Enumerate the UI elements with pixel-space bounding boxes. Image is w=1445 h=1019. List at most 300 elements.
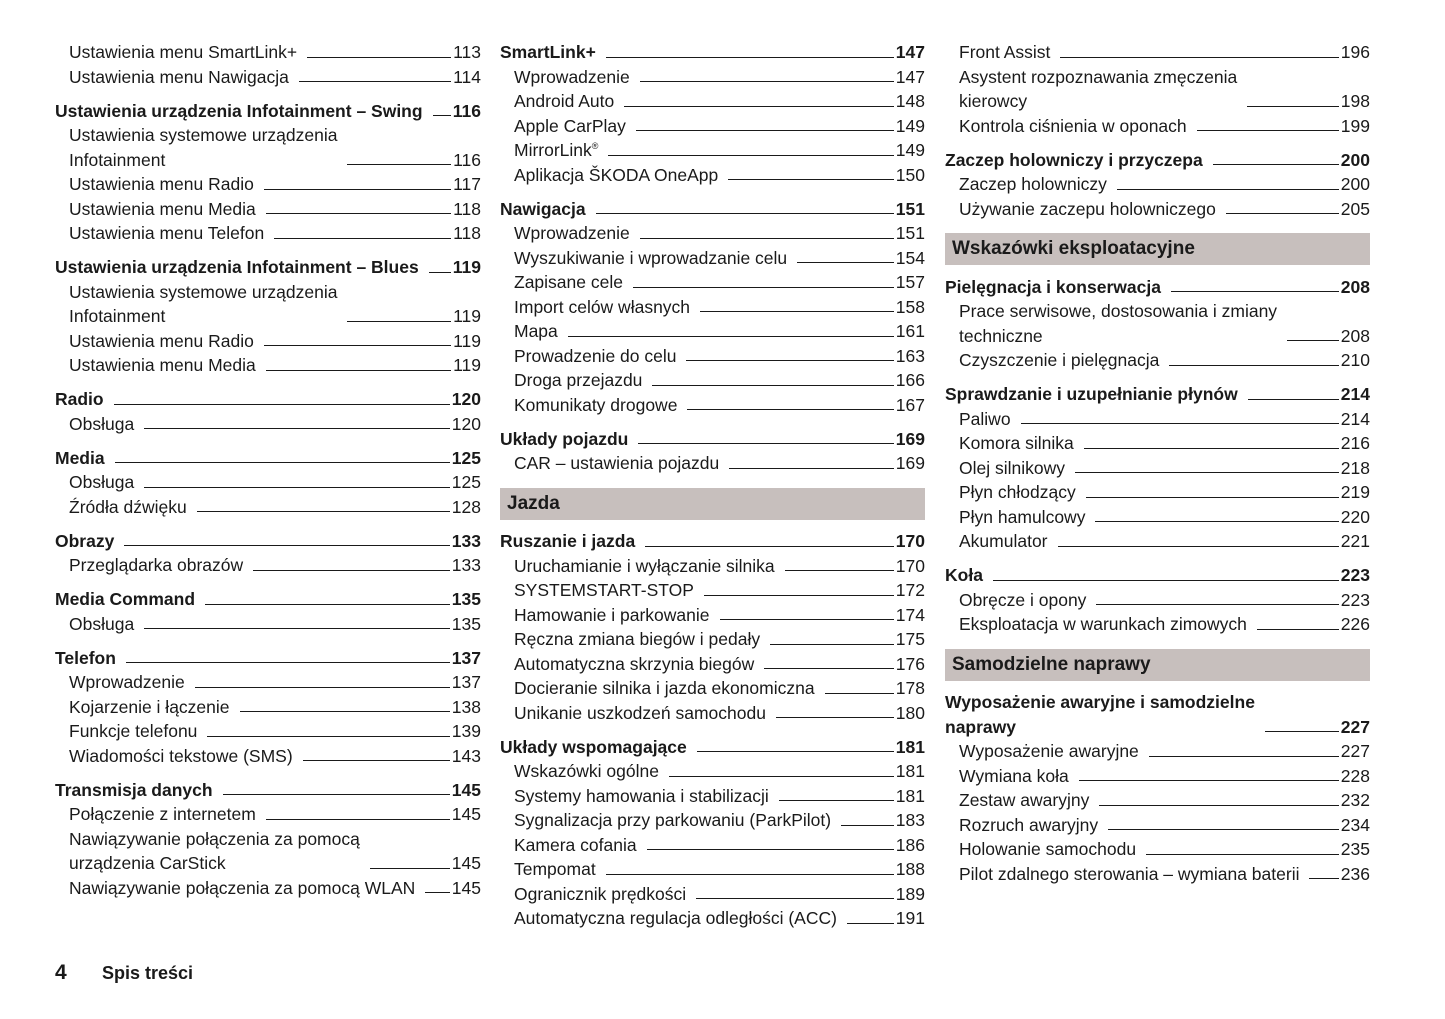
toc-entry-title [55,646,116,671]
toc-page-number: 226 [1340,614,1370,634]
toc-page-number: 218 [1340,457,1370,478]
toc-page-number: 154 [895,247,925,268]
toc-page-number: 174 [895,604,925,625]
toc-page-number: 161 [895,321,925,341]
toc-entry[interactable] [945,40,1370,65]
toc-entry[interactable] [500,808,925,833]
toc-entry-title [55,529,114,554]
toc-entry-title-text: Ustawienia menu Radio [69,174,254,194]
toc-entry[interactable] [55,221,481,246]
toc-page-number: 158 [895,296,925,317]
toc-entry[interactable] [55,719,481,744]
toc-entry-title-text: Uruchamianie i wyłączanie silnika [514,555,775,576]
toc-entry[interactable] [945,505,1370,530]
toc-chapter-entry[interactable] [500,735,925,760]
toc-entry-title-text: Przeglądarka obrazów [69,555,244,575]
toc-page-number: 216 [1340,433,1370,453]
dot-leader [266,819,450,820]
dot-leader [624,106,894,107]
toc-entry-title-text: Nawiązywanie połączenia za pomocą WLAN [69,877,416,898]
toc-entry-title [69,40,297,65]
toc-page-number: 181 [895,785,925,806]
toc-entry[interactable] [945,588,1370,613]
dot-leader [1287,340,1339,341]
dot-leader [1060,57,1338,58]
toc-entry-title-text: Płyn hamulcowy [959,506,1086,527]
toc-page-number: 181 [895,761,925,781]
toc-page-number: 219 [1340,482,1370,502]
dot-leader [425,892,450,893]
dot-leader [1108,829,1339,830]
toc-page-number: 114 [453,66,481,87]
toc-page-number: 180 [895,702,925,723]
toc-entry-title [945,563,983,588]
toc-entry[interactable] [55,123,481,172]
toc-entry-title [69,553,243,578]
toc-chapter-entry[interactable] [55,529,481,554]
toc-entry-title-text: Eksploatacja w warunkach zimowych [959,614,1247,634]
toc-page-number: 199 [1340,115,1370,136]
toc-entry-title [959,456,1065,481]
dot-leader [704,595,894,596]
toc-page-number: 147 [895,42,925,62]
dot-leader [1075,472,1339,473]
dot-leader [1226,213,1339,214]
dot-leader [764,668,894,669]
toc-page-number: 133 [451,555,481,575]
dot-leader [770,644,894,645]
dot-leader [608,155,893,156]
toc-entry[interactable] [945,407,1370,432]
toc-page-number: 145 [451,853,481,873]
toc-entry[interactable] [945,837,1370,862]
toc-entry-title-text: Droga przejazdu [514,370,643,390]
toc-entry-title-text: Koła [945,565,983,585]
toc-entry[interactable] [55,353,481,378]
toc-entry[interactable] [500,857,925,882]
toc-entry-title [55,387,104,412]
toc-entry-title [945,382,1238,407]
toc-entry-title [514,393,677,418]
dot-leader [144,428,450,429]
toc-entry[interactable] [500,578,925,603]
toc-entry[interactable] [500,319,925,344]
toc-entry-title [514,554,775,579]
toc-chapter-entry[interactable] [55,255,481,280]
toc-page-number: 133 [451,530,481,551]
toc-entry-title [69,172,254,197]
toc-entry-title [514,882,686,907]
toc-entry-title-text: Układy pojazdu [500,428,629,449]
toc-page-number: 147 [895,66,925,87]
dot-leader [1079,780,1339,781]
toc-entry-title-text: Radio [55,389,104,409]
toc-page-number: 118 [453,198,481,219]
toc-entry-title [959,172,1107,197]
toc-page-number: 120 [451,413,481,434]
toc-chapter-entry[interactable] [55,99,481,124]
dot-leader [1099,805,1338,806]
toc-page-number: 221 [1340,531,1370,551]
toc-entry-title-text: Komunikaty drogowe [514,394,678,415]
toc-entry-title [514,857,596,882]
toc-entry-title-text: Kamera cofania [514,834,637,855]
toc-page-number: 119 [453,306,481,326]
toc-entry[interactable] [945,431,1370,456]
toc-entry-title [959,612,1247,637]
toc-entry-title-text: Wiadomości tekstowe (SMS) [69,745,293,766]
dot-leader [638,443,893,444]
dot-leader [825,693,894,694]
toc-entry-title [514,578,694,603]
dot-leader [606,57,894,58]
toc-page-number: 178 [895,678,925,698]
toc-entry[interactable] [500,368,925,393]
toc-entry-title-text: Połączenie z internetem [69,804,256,824]
dot-leader [264,189,451,190]
toc-entry-title [959,862,1299,887]
toc-entry-title-text: Wskazówki ogólne [514,761,659,781]
dot-leader [197,511,450,512]
toc-entry-title [959,529,1048,554]
toc-entry[interactable] [55,412,481,437]
toc-page-number: 235 [1340,839,1370,859]
toc-page-number: 220 [1340,506,1370,527]
toc-chapter-entry[interactable] [55,387,481,412]
toc-page-number: 119 [453,330,481,351]
dot-leader [303,760,450,761]
toc-entry-title [514,451,719,476]
toc-page-number: 191 [895,908,925,928]
toc-entry[interactable] [55,744,481,769]
toc-entry[interactable] [55,65,481,90]
toc-entry-title-text: Czyszczenie i pielęgnacja [959,350,1160,370]
dot-leader [697,751,894,752]
toc-chapter-entry[interactable] [945,563,1370,588]
toc-page-number: 145 [451,779,481,800]
toc-entry-title-text: Ruszanie i jazda [500,531,636,551]
toc-entry[interactable] [945,172,1370,197]
toc-entry-title-text: Holowanie samochodu [959,839,1137,859]
toc-entry[interactable] [500,627,925,652]
toc-page-number: 143 [451,745,481,766]
toc-entry-title-text: CAR – ustawienia pojazdu [514,453,720,473]
toc-entry-title [69,612,134,637]
toc-entry-title [514,652,754,677]
dot-leader [1058,546,1339,547]
toc-entry-title-text: Obsługa [69,613,135,634]
toc-entry[interactable] [55,553,481,578]
dot-leader [1213,164,1339,165]
dot-leader [1084,448,1339,449]
dot-leader [728,179,894,180]
toc-entry-title-text: Układy wspomagające [500,736,687,757]
toc-entry-title-text: SYSTEMSTART-STOP [514,580,694,600]
toc-chapter-entry[interactable] [945,690,1370,739]
toc-entry[interactable] [500,676,925,701]
toc-entry[interactable] [500,393,925,418]
toc-entry-title-text: Media [55,447,105,468]
toc-page-number: 236 [1340,863,1370,884]
dot-leader [429,272,451,273]
dot-leader [993,580,1339,581]
toc-entry[interactable] [55,876,481,901]
toc-entry[interactable] [55,329,481,354]
toc-page-number: 139 [451,721,481,741]
toc-entry[interactable] [945,299,1370,348]
toc-entry[interactable] [500,882,925,907]
dot-leader [1117,189,1339,190]
toc-entry-title [959,505,1085,530]
section-header: Jazda [500,488,925,520]
dot-leader [126,662,450,663]
toc-entry[interactable] [500,163,925,188]
toc-page-number: 200 [1340,174,1370,194]
toc-entry-title [55,446,105,471]
toc-entry[interactable] [945,348,1370,373]
toc-entry[interactable] [500,759,925,784]
toc-entry-title [514,89,614,114]
toc-entry-title-text: Automatyczna regulacja odległości (ACC) [514,908,837,928]
toc-entry-title-text: Prace serwisowe, dostosowania i zmiany techniczne [959,301,1278,346]
toc-entry-title [959,40,1050,65]
dot-leader [647,849,894,850]
toc-entry-title-text: Kontrola ciśnienia w oponach [959,115,1187,136]
dot-leader [1257,629,1339,630]
toc-chapter-entry[interactable] [55,646,481,671]
toc-entry-title-text: Ustawienia menu Media [69,355,256,375]
toc-page-number: 166 [895,370,925,390]
toc-page-number: 169 [895,453,925,473]
toc-entry-title [959,588,1086,613]
dot-leader [1086,497,1339,498]
dot-leader [652,385,893,386]
toc-entry[interactable] [945,764,1370,789]
registered-mark: ® [591,141,599,152]
toc-column-right [945,40,1370,886]
toc-entry-title [69,802,256,827]
toc-entry-title [500,197,586,222]
toc-page-number: 125 [451,472,481,492]
toc-entry[interactable] [945,197,1370,222]
toc-page-number: 117 [453,174,481,194]
dot-leader [240,711,450,712]
toc-entry[interactable] [500,701,925,726]
toc-entry-title [959,114,1187,139]
toc-entry-title [69,412,134,437]
toc-chapter-entry[interactable] [500,529,925,554]
toc-entry-title-text: Zapisane cele [514,272,623,292]
toc-entry[interactable] [500,906,925,931]
toc-page-number: 214 [1340,408,1370,429]
toc-entry[interactable] [500,784,925,809]
toc-page-number: 151 [895,198,925,219]
toc-entry-title [69,353,256,378]
toc-chapter-entry[interactable] [945,275,1370,300]
toc-entry[interactable] [55,612,481,637]
toc-entry[interactable] [55,670,481,695]
dot-leader [779,800,894,801]
toc-entry[interactable] [500,295,925,320]
toc-chapter-entry[interactable] [55,446,481,471]
toc-entry-title-text: Android Auto [514,91,615,111]
toc-entry[interactable] [500,114,925,139]
toc-entry[interactable] [55,495,481,520]
toc-page-number: 167 [895,394,925,415]
toc-entry-title-text: Nawiązywanie połączenia za pomocą urządzenia CarStick [69,828,360,873]
toc-entry[interactable] [500,833,925,858]
toc-entry-title [514,808,831,833]
toc-entry-title [514,319,558,344]
toc-page-number: 119 [453,355,481,375]
toc-entry-title [69,221,264,246]
toc-entry-title-text: Ustawienia menu Media [69,198,256,219]
toc-entry[interactable] [945,862,1370,887]
toc-entry[interactable] [945,529,1370,554]
toc-entry-title [514,368,642,393]
toc-entry-title [959,739,1139,764]
toc-page-number: 137 [451,647,481,668]
toc-entry-title [55,255,419,280]
dot-leader [785,570,894,571]
dot-leader [266,213,451,214]
toc-entry[interactable] [500,138,925,163]
dot-leader [1146,854,1339,855]
toc-entry[interactable] [55,280,481,329]
toc-entry[interactable] [945,456,1370,481]
toc-chapter-entry[interactable] [55,587,481,612]
dot-leader [633,287,894,288]
toc-entry[interactable] [55,172,481,197]
toc-page-number: 170 [895,555,925,576]
toc-entry[interactable] [500,89,925,114]
toc-chapter-entry[interactable] [500,427,925,452]
toc-page-number: 234 [1340,814,1370,835]
toc-page-number: 223 [1340,589,1370,610]
dot-leader [223,794,450,795]
toc-entry-title-text: Ustawienia menu Telefon [69,223,265,243]
toc-chapter-entry[interactable] [500,197,925,222]
toc-entry[interactable] [55,197,481,222]
toc-entry-title [514,344,676,369]
toc-entry[interactable] [55,40,481,65]
toc-entry[interactable] [500,451,925,476]
toc-entry-title-text: Olej silnikowy [959,457,1065,478]
toc-entry-title [959,299,1277,348]
toc-entry-title [69,744,293,769]
toc-entry-title-text: Apple CarPlay [514,115,626,136]
toc-entry-title-text: Ustawienia menu Radio [69,330,254,351]
toc-entry-title-text: Mapa [514,321,558,341]
dot-leader [636,130,894,131]
toc-entry-title-text: Obręcze i opony [959,589,1087,610]
dot-leader [144,628,450,629]
toc-entry[interactable] [500,270,925,295]
dot-leader [720,619,894,620]
toc-entry[interactable] [55,802,481,827]
toc-chapter-entry[interactable] [500,40,925,65]
toc-entry-title-text: Źródła dźwięku [69,496,187,517]
toc-entry[interactable] [945,612,1370,637]
toc-entry-title-text: Pielęgnacja i konserwacja [945,276,1161,297]
toc-entry-title-text: Docieranie silnika i jazda ekonomiczna [514,678,815,698]
toc-entry[interactable] [500,652,925,677]
toc-entry-title [500,735,687,760]
dot-leader [1149,756,1339,757]
toc-entry[interactable] [500,603,925,628]
section-header: Samodzielne naprawy [945,649,1370,681]
toc-entry[interactable] [945,65,1370,114]
toc-entry-title [959,788,1089,813]
toc-chapter-entry[interactable] [55,778,481,803]
toc-page-number: 200 [1340,149,1370,170]
toc-entry-title [514,701,766,726]
toc-page-number: 163 [895,345,925,366]
dot-leader [1309,878,1338,879]
toc-entry[interactable] [500,554,925,579]
toc-page-number: 175 [895,629,925,649]
toc-entry[interactable] [500,221,925,246]
toc-entry-title [514,759,659,784]
toc-entry-title-text: Import celów własnych [514,296,691,317]
toc-entry-title-text: Prowadzenie do celu [514,345,677,366]
toc-entry-title-text: Wprowadzenie [69,672,185,692]
toc-page-number: 149 [895,115,925,136]
dot-leader [1265,731,1339,732]
toc-chapter-entry[interactable] [945,382,1370,407]
toc-entry[interactable] [945,813,1370,838]
toc-entry-title-text: Automatyczna skrzynia biegów [514,653,755,674]
toc-entry-title-text: Telefon [55,647,116,668]
toc-page-number: 208 [1340,325,1370,346]
toc-entry[interactable] [500,344,925,369]
toc-entry-title [514,676,815,701]
toc-entry[interactable] [500,246,925,271]
toc-chapter-entry[interactable] [945,148,1370,173]
toc-page-number: 227 [1340,741,1370,761]
toc-entry[interactable] [55,470,481,495]
toc-entry[interactable] [945,480,1370,505]
dot-leader [645,546,894,547]
toc-entry[interactable] [55,695,481,720]
toc-entry-title [514,246,787,271]
toc-page-number: 170 [895,531,925,551]
toc-entry[interactable] [945,739,1370,764]
toc-entry-title [500,40,596,65]
dot-leader [606,874,894,875]
toc-entry-title [69,470,134,495]
toc-entry[interactable] [500,65,925,90]
toc-page-number: 120 [451,389,481,409]
toc-entry-title [69,65,289,90]
toc-page-number: 232 [1340,790,1370,810]
toc-entry-title-text: Wprowadzenie [514,66,630,87]
toc-entry-title [69,827,360,876]
toc-entry-title-text: Funkcje telefonu [69,721,198,741]
toc-entry-title-text: MirrorLink [514,140,592,160]
toc-entry-title-text: Obsługa [69,472,135,492]
toc-entry[interactable] [945,114,1370,139]
toc-page-number: 227 [1340,716,1370,737]
toc-entry-title-text: Ustawienia menu SmartLink+ [69,42,298,62]
toc-entry-title [69,329,254,354]
toc-entry[interactable] [945,788,1370,813]
toc-entry-title-text: Ustawienia urządzenia Infotainment – Swing [55,100,423,121]
dot-leader [1096,604,1338,605]
toc-page-number: 151 [895,223,925,243]
toc-entry[interactable] [55,827,481,876]
toc-page-number: 208 [1340,276,1370,297]
